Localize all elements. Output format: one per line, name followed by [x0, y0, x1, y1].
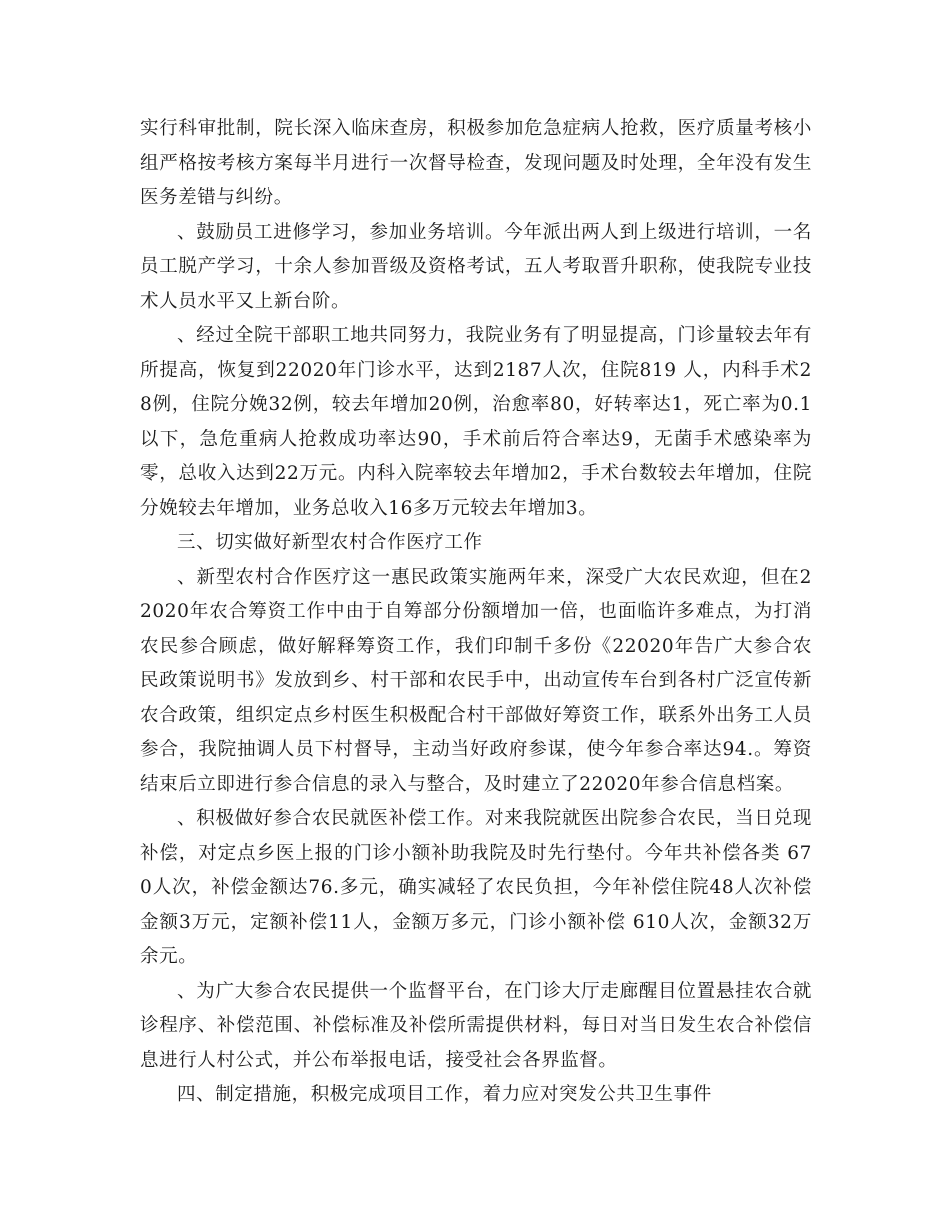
paragraph-compensation: 、积极做好参合农民就医补偿工作。对来我院就医出院参合农民，当日兑现补偿，对定点乡医上报的门诊小额补助我院及时先行垫付。今年共补偿各类 670人次，补偿金额达76.多元，确实减轻了农民负担，今年补偿住院48人次补偿金额3万元，定额补偿11人，金额万多元，门诊小额补偿 610人次，金额32万余元。 — [140, 808, 812, 967]
paragraph-continuation: 实行科审批制，院长深入临床查房，积极参加危急症病人抢救，医疗质量考核小组严格按考核方案每半月进行一次督导检查，发现问题及时处理，全年没有发生医务差错与纠纷。 — [140, 118, 812, 208]
paragraph-staff-training: 、鼓励员工进修学习，参加业务培训。今年派出两人到上级进行培训，一名员工脱产学习，十余人参加晋级及资格考试，五人考取晋升职称，使我院专业技术人员水平又上新台阶。 — [140, 221, 812, 312]
paragraph-business-growth: 、经过全院干部职工地共同努力，我院业务有了明显提高，门诊量较去年有所提高，恢复到22020年门诊水平，达到2187人次，住院819 人，内科手术28例，住院分娩32例，较去年增加20例，治愈率80，好转率达1，死亡率为0.1以下，急危重病人抢救成功率达90，手术前后符合率达9，无菌手术感染率为零，总收入达到22万元。内科入院率较去年增加2，手术台数较去年增加，住院分娩较去年增加，业务总收入16多万元较去年增加3。 — [140, 325, 812, 519]
document-body — [140, 112, 812, 1113]
section-heading-3: 三、切实做好新型农村合作医疗工作 — [177, 532, 483, 553]
section-heading-4: 四、制定措施，积极完成项目工作，着力应对突发公共卫生事件 — [177, 1084, 712, 1105]
paragraph-rural-cooperative: 、新型农村合作医疗这一惠民政策实施两年来，深受广大农民欢迎，但在22020年农合筹资工作中由于自筹部分份额增加一倍，也面临许多难点，为打消农民参合顾虑，做好解释筹资工作，我们印制千多份《22020年告广大参合农民政策说明书》发放到乡、村干部和农民手中，出动宣传车台到各村广泛宣传新农合政策，组织定点乡村医生积极配合村干部做好筹资工作，联系外出务工人员参合，我院抽调人员下村督导，主动当好政府参谋，使今年参合率达94.。筹资结束后立即进行参合信息的录入与整合，及时建立了22020年参合信息档案。 — [140, 566, 812, 795]
paragraph-supervision: 、为广大参合农民提供一个监督平台，在门诊大厅走廊醒目位置悬挂农合就诊程序、补偿范围、补偿标准及补偿所需提供材料，每日对当日发生农合补偿信息进行人村公式，并公布举报电话，接受社会各界监督。 — [140, 980, 812, 1071]
